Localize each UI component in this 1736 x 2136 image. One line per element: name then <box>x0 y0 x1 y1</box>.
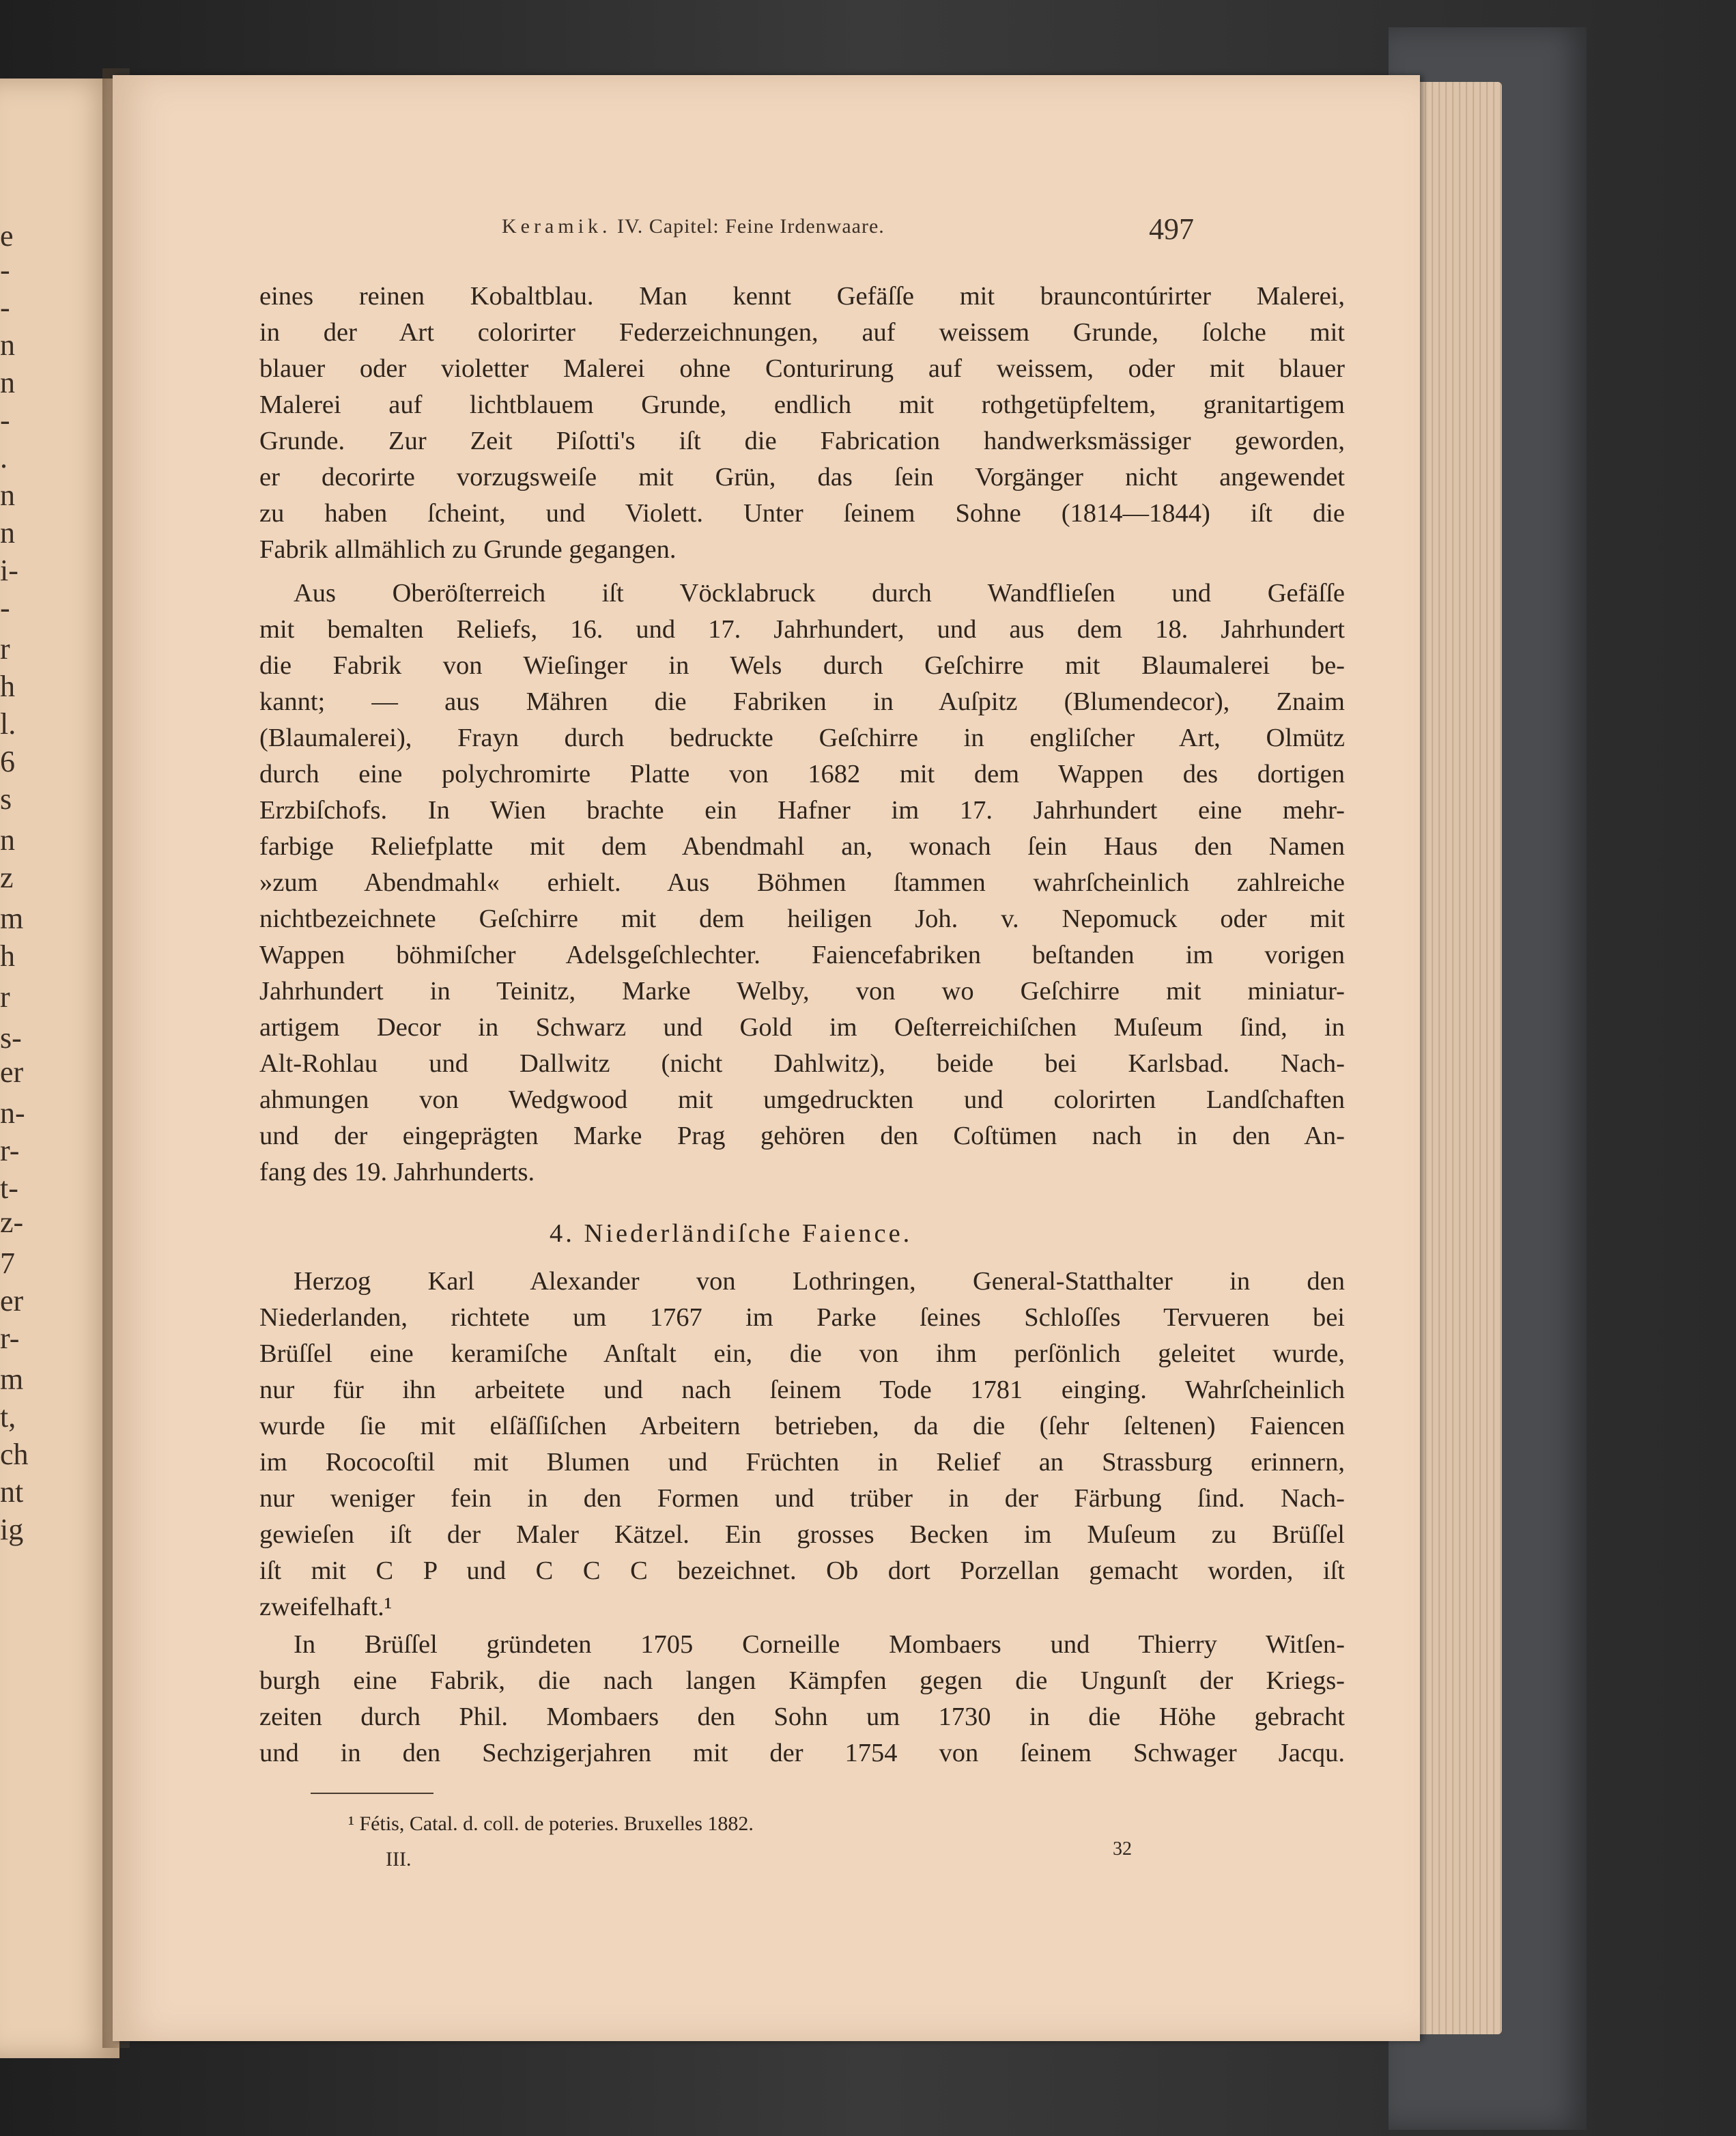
left-margin-char: e <box>0 219 14 253</box>
text-line: nur für ihn arbeitete und nach ſeinem Tode 1781 einging. Wahrſcheinlich <box>259 1376 1345 1404</box>
left-margin-char: z <box>0 861 14 894</box>
text-line: Niederlanden, richtete um 1767 im Parke ſeines Schloſſes Tervueren bei <box>259 1303 1345 1332</box>
text-line: und in den Sechzigerjahren mit der 1754 von ſeinem Schwager Jacqu. <box>259 1739 1345 1767</box>
left-margin-char: l. <box>0 707 16 741</box>
left-margin-char: m <box>0 902 24 935</box>
text-line: In Brüſſel gründeten 1705 Corneille Mombaers und Thierry Witſen- <box>294 1630 1345 1659</box>
text-line: Alt-Rohlau und Dallwitz (nicht Dahlwitz), beide bei Karlsbad. Nach- <box>259 1049 1345 1078</box>
text-line: nur weniger fein in den Formen und trüber in der Färbung ſind. Nach- <box>259 1484 1345 1513</box>
running-head-prefix: Keramik. <box>502 215 612 238</box>
sheet-number: 32 <box>1113 1838 1132 1860</box>
left-margin-char: n <box>0 328 15 362</box>
left-margin-char: r- <box>0 1322 20 1355</box>
text-line: zu haben ſcheint, und Violett. Unter ſeinem Sohne (1814—1844) iſt die <box>259 499 1345 528</box>
left-margin-char: 6 <box>0 745 15 778</box>
text-line: Wappen böhmiſcher Adelsgeſchlechter. Faiencefabriken beſtanden im vorigen <box>259 941 1345 969</box>
running-head <box>502 215 885 238</box>
left-margin-char: m <box>0 1363 24 1396</box>
left-margin-char: h <box>0 939 15 973</box>
text-line: Herzog Karl Alexander von Lothringen, General-Statthalter in den <box>294 1267 1345 1296</box>
left-margin-char: - <box>0 253 10 287</box>
left-margin-char: r- <box>0 1134 20 1167</box>
left-margin-char: er <box>0 1284 24 1318</box>
left-margin-char: r <box>0 980 10 1014</box>
left-margin-char: n <box>0 479 15 512</box>
left-margin-char: n- <box>0 1096 25 1130</box>
text-line: Brüſſel eine keramiſche Anſtalt ein, die von ihm perſönlich geleitet wurde, <box>259 1339 1345 1368</box>
text-line: zeiten durch Phil. Mombaers den Sohn um 1730 in die Höhe gebracht <box>259 1703 1345 1731</box>
right-page <box>113 75 1420 2041</box>
text-line: kannt; — aus Mähren die Fabriken in Auſpitz (Blumendecor), Znaim <box>259 687 1345 716</box>
text-line: burgh eine Fabrik, die nach langen Kämpfen gegen die Ungunſt der Kriegs- <box>259 1666 1345 1695</box>
text-line: farbige Reliefplatte mit dem Abendmahl an, wonach ſein Haus den Namen <box>259 832 1345 861</box>
section-heading: 4. Niederländiſche Faience. <box>550 1219 913 1248</box>
signature-mark: III. <box>386 1848 412 1870</box>
left-margin-char: t- <box>0 1171 18 1205</box>
left-margin-char: - <box>0 591 10 625</box>
text-line: eines reinen Kobaltblau. Man kennt Gefäſſe mit brauncontúrirter Malerei, <box>259 282 1345 311</box>
text-line: Erzbiſchofs. In Wien brachte ein Hafner im 17. Jahrhundert eine mehr- <box>259 796 1345 825</box>
left-margin-char: - <box>0 291 10 324</box>
left-margin-char: ch <box>0 1438 29 1471</box>
text-line: iſt mit C P und C C C bezeichnet. Ob dort Porzellan gemacht worden, iſt <box>259 1556 1345 1585</box>
text-line: wurde ſie mit elſäſſiſchen Arbeitern betrieben, da die (ſehr ſeltenen) Faiencen <box>259 1412 1345 1440</box>
text-line: und der eingeprägten Marke Prag gehören den Coſtümen nach in den An- <box>259 1122 1345 1150</box>
text-line: im Rococoſtil mit Blumen und Früchten in Relief an Strassburg erinnern, <box>259 1448 1345 1477</box>
text-line: artigem Decor in Schwarz und Gold im Oeſterreichiſchen Muſeum ſind, in <box>259 1013 1345 1042</box>
left-margin-char: s- <box>0 1021 22 1055</box>
text-line: (Blaumalerei), Frayn durch bedruckte Geſchirre in engliſcher Art, Olmütz <box>259 724 1345 752</box>
text-line: »zum Abendmahl« erhielt. Aus Böhmen ſtammen wahrſcheinlich zahlreiche <box>259 868 1345 897</box>
left-margin-char: - <box>0 403 10 437</box>
text-line: nichtbezeichnete Geſchirre mit dem heiligen Joh. v. Nepomuck oder mit <box>259 905 1345 933</box>
text-line: Aus Oberöſterreich iſt Vöcklabruck durch Wandflieſen und Gefäſſe <box>294 579 1345 608</box>
text-line: Malerei auf lichtblauem Grunde, endlich mit rothgetüpfeltem, granitartigem <box>259 390 1345 419</box>
left-margin-char: n <box>0 823 15 857</box>
page-number: 497 <box>1149 212 1194 246</box>
left-margin-char: z- <box>0 1206 24 1239</box>
left-margin-char: r <box>0 632 10 666</box>
text-line: in der Art colorirter Federzeichnungen, auf weissem Grunde, ſolche mit <box>259 318 1345 347</box>
left-margin-char: 7 <box>0 1247 15 1280</box>
left-margin-char: . <box>0 441 8 474</box>
left-margin-char: ig <box>0 1513 24 1546</box>
footnote-rule <box>311 1793 433 1794</box>
text-line: er decorirte vorzugsweiſe mit Grün, das ſein Vorgänger nicht angewendet <box>259 463 1345 492</box>
footnote: ¹ Fétis, Catal. d. coll. de poteries. Bruxelles 1882. <box>348 1812 754 1835</box>
text-line: gewieſen iſt der Maler Kätzel. Ein grosses Becken im Muſeum zu Brüſſel <box>259 1520 1345 1549</box>
text-line: fang des 19. Jahrhunderts. <box>259 1158 535 1186</box>
text-line: ahmungen von Wedgwood mit umgedruckten und colorirten Landſchaften <box>259 1085 1345 1114</box>
left-margin-char: n <box>0 516 15 550</box>
text-line: zweifelhaft.¹ <box>259 1593 393 1621</box>
text-line: Jahrhundert in Teinitz, Marke Welby, von wo Geſchirre mit miniatur- <box>259 977 1345 1006</box>
text-line: mit bemalten Reliefs, 16. und 17. Jahrhundert, und aus dem 18. Jahrhundert <box>259 615 1345 644</box>
left-margin-char: t, <box>0 1400 16 1434</box>
text-line: durch eine polychromirte Platte von 1682 mit dem Wappen des dortigen <box>259 760 1345 788</box>
left-margin-char: s <box>0 782 12 816</box>
left-margin-char: nt <box>0 1475 24 1509</box>
running-head-rest: IV. Capitel: Feine Irdenwaare. <box>616 215 885 238</box>
left-margin-char: er <box>0 1055 24 1089</box>
left-margin-char: h <box>0 670 15 703</box>
text-line: die Fabrik von Wieſinger in Wels durch Geſchirre mit Blaumalerei be- <box>259 651 1345 680</box>
text-line: blauer oder violetter Malerei ohne Conturirung auf weissem, oder mit blauer <box>259 354 1345 383</box>
text-line: Fabrik allmählich zu Grunde gegangen. <box>259 535 677 564</box>
left-page-margin-text <box>0 79 27 2058</box>
text-line: Grunde. Zur Zeit Piſotti's iſt die Fabrication handwerksmässiger geworden, <box>259 427 1345 455</box>
left-margin-char: i- <box>0 554 18 587</box>
left-page-fragment <box>0 79 119 2058</box>
left-margin-char: n <box>0 366 15 399</box>
